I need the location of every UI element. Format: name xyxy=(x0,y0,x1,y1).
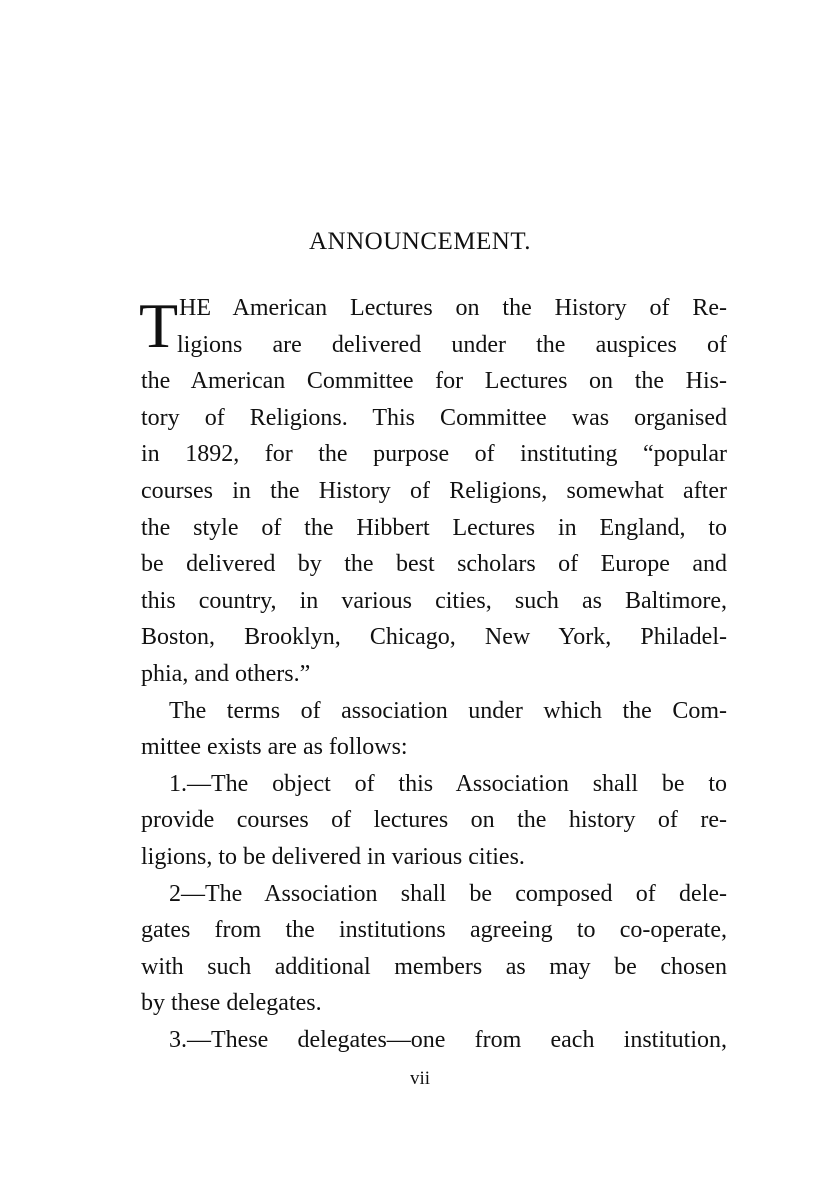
text-line: ligions are delivered under the auspices of xyxy=(177,331,727,358)
text-line: the style of the Hibbert Lectures in England, to xyxy=(141,514,727,541)
text-line: the American Committee for Lectures on the His- xyxy=(141,368,727,395)
text-line: courses in the History of Religions, somewhat after xyxy=(141,477,727,504)
text-line: mittee exists are as follows: xyxy=(141,734,408,761)
text-line: 2—The Association shall be composed of dele- xyxy=(169,880,727,907)
text-line: this country, in various cities, such as Baltimore, xyxy=(141,587,727,614)
announcement-body xyxy=(141,290,727,1058)
text-line: 1.—The object of this Association shall be to xyxy=(169,770,727,797)
text-line: The terms of association under which the Com- xyxy=(169,697,727,724)
text-line: Boston, Brooklyn, Chicago, New York, Philadel- xyxy=(141,624,727,651)
text-line: in 1892, for the purpose of instituting “popular xyxy=(141,441,727,468)
text-line: provide courses of lectures on the history of re- xyxy=(141,807,727,834)
page-title: ANNOUNCEMENT. xyxy=(309,228,531,255)
text-line: ligions, to be delivered in various cities. xyxy=(141,843,525,870)
text-line: by these delegates. xyxy=(141,990,322,1017)
page-number: vii xyxy=(409,1068,431,1089)
text-line: be delivered by the best scholars of Europe and xyxy=(141,551,727,578)
drop-cap: T xyxy=(139,290,179,361)
text-line: HE American Lectures on the History of Re- xyxy=(179,295,727,321)
text-line: tory of Religions. This Committee was organised xyxy=(141,404,727,431)
text-line: gates from the institutions agreeing to co-operate, xyxy=(141,917,727,944)
text-line: with such additional members as may be chosen xyxy=(141,953,727,980)
text-line: phia, and others.” xyxy=(141,660,311,687)
text-line: 3.—These delegates—one from each institution, xyxy=(169,1026,727,1053)
